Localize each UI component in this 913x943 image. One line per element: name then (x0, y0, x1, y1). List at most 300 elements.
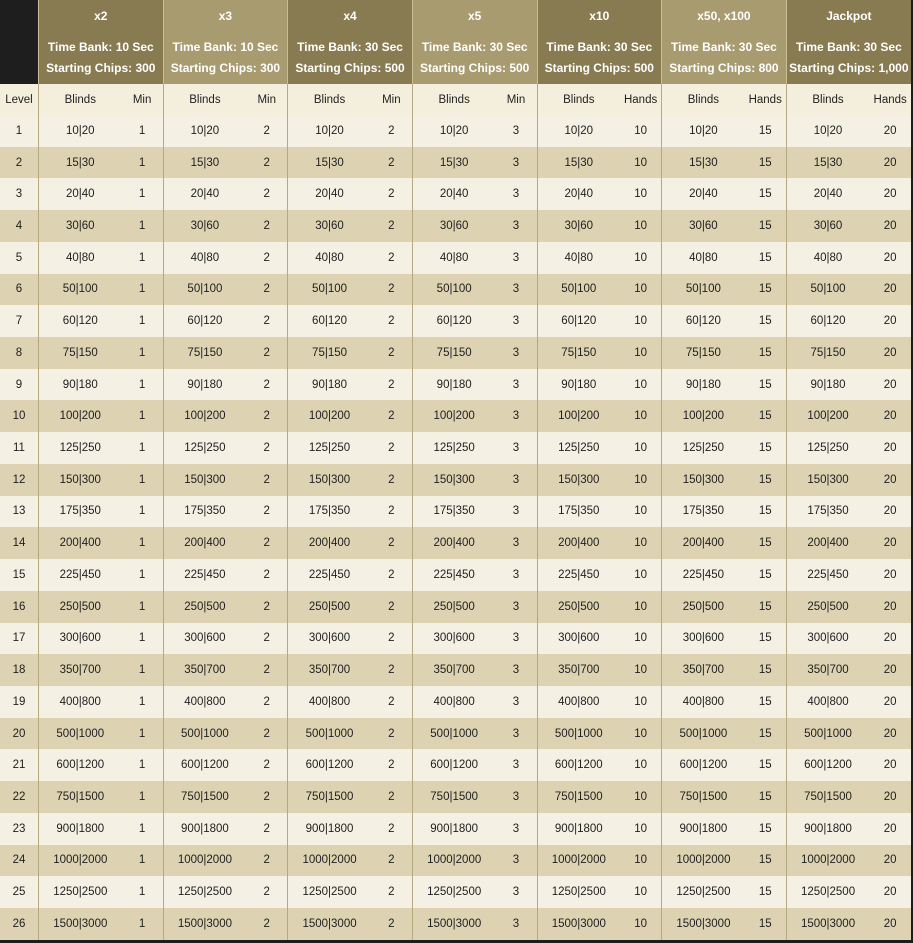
limit-cell: 10 (620, 210, 662, 242)
blinds-cell: 100|200 (786, 400, 869, 432)
level-cell: 9 (0, 369, 39, 401)
limit-cell: 10 (620, 876, 662, 908)
level-cell: 11 (0, 432, 39, 464)
blinds-cell: 600|1200 (288, 749, 371, 781)
blinds-cell: 1000|2000 (537, 845, 620, 877)
limit-header: Min (257, 93, 276, 106)
blinds-cell: 1250|2500 (288, 876, 371, 908)
limit-cell: 10 (620, 115, 662, 147)
limit-cell: 3 (495, 845, 537, 877)
limit-cell: 1 (122, 527, 164, 559)
limit-cell: 2 (246, 654, 288, 686)
blinds-cell: 750|1500 (786, 781, 869, 813)
limit-cell: 1 (122, 591, 164, 623)
limit-header: Min (132, 93, 152, 106)
limit-cell: 20 (869, 623, 911, 655)
table-row (0, 813, 911, 845)
table-row (0, 749, 911, 781)
blinds-cell: 20|40 (163, 178, 246, 210)
table-row (0, 464, 911, 496)
limit-cell: 15 (745, 242, 787, 274)
blinds-cell: 125|250 (288, 432, 371, 464)
blinds-cell: 225|450 (163, 559, 246, 591)
limit-cell: 20 (869, 242, 911, 274)
blinds-cell: 50|100 (39, 274, 122, 306)
time-bank-label: Time Bank: 10 Sec (47, 40, 154, 54)
blinds-cell: 250|500 (412, 591, 495, 623)
level-cell: 24 (0, 845, 39, 877)
blinds-cell: 10|20 (662, 115, 745, 147)
limit-cell: 15 (745, 464, 787, 496)
limit-cell: 1 (122, 718, 164, 750)
blinds-cell: 400|800 (537, 686, 620, 718)
blinds-cell: 250|500 (39, 591, 122, 623)
blinds-cell: 1500|3000 (662, 908, 745, 940)
group-settings-3 (412, 32, 537, 84)
blinds-cell: 75|150 (786, 337, 869, 369)
limit-header: Min (382, 93, 401, 106)
blinds-cell: 15|30 (786, 147, 869, 179)
limit-cell: 2 (246, 559, 288, 591)
limit-cell: 15 (745, 623, 787, 655)
limit-cell: 2 (371, 147, 413, 179)
blinds-cell: 350|700 (786, 654, 869, 686)
limit-cell: 3 (495, 210, 537, 242)
time-bank-label: Time Bank: 30 Sec (671, 40, 777, 54)
group-settings-5 (662, 32, 787, 84)
limit-cell: 2 (371, 115, 413, 147)
table-row (0, 242, 911, 274)
blinds-cell: 1500|3000 (537, 908, 620, 940)
limit-cell: 20 (869, 496, 911, 528)
limit-cell: 2 (246, 591, 288, 623)
limit-cell: 3 (495, 718, 537, 750)
column-header-row (0, 84, 911, 115)
blinds-cell: 500|1000 (537, 718, 620, 750)
starting-chips-label: Starting Chips: 1,000 (789, 61, 909, 75)
blinds-cell: 10|20 (163, 115, 246, 147)
blinds-cell: 60|120 (786, 305, 869, 337)
level-cell: 2 (0, 147, 39, 179)
group-settings-2 (288, 32, 413, 84)
blinds-cell: 20|40 (537, 178, 620, 210)
blinds-cell: 50|100 (163, 274, 246, 306)
blinds-cell: 150|300 (163, 464, 246, 496)
limit-cell: 2 (246, 718, 288, 750)
limit-cell: 2 (246, 813, 288, 845)
blinds-cell: 300|600 (39, 623, 122, 655)
blinds-cell: 15|30 (412, 147, 495, 179)
settings-header-row (0, 32, 911, 84)
limit-cell: 15 (745, 400, 787, 432)
level-cell: 8 (0, 337, 39, 369)
limit-cell: 10 (620, 400, 662, 432)
limit-cell: 2 (371, 781, 413, 813)
limit-cell: 2 (246, 369, 288, 401)
blinds-cell: 225|450 (537, 559, 620, 591)
limit-cell: 1 (122, 813, 164, 845)
blinds-cell: 900|1800 (163, 813, 246, 845)
blinds-cell: 1250|2500 (412, 876, 495, 908)
blinds-cell: 200|400 (163, 527, 246, 559)
limit-cell: 2 (371, 654, 413, 686)
blinds-cell: 15|30 (537, 147, 620, 179)
blinds-cell: 75|150 (163, 337, 246, 369)
limit-cell: 2 (371, 210, 413, 242)
blinds-cell: 90|180 (662, 369, 745, 401)
limit-cell: 1 (122, 147, 164, 179)
limit-cell: 2 (371, 432, 413, 464)
limit-header: Min (506, 93, 526, 106)
blinds-cell: 600|1200 (412, 749, 495, 781)
limit-cell: 3 (495, 496, 537, 528)
table-row (0, 623, 911, 655)
blinds-header: Blinds (662, 84, 745, 115)
blinds-cell: 100|200 (662, 400, 745, 432)
blinds-cell: 90|180 (786, 369, 869, 401)
group-header-4: x10 (537, 0, 662, 32)
group-header-3: x5 (412, 0, 537, 32)
blinds-cell: 250|500 (786, 591, 869, 623)
limit-cell: 10 (620, 337, 662, 369)
blinds-cell: 900|1800 (537, 813, 620, 845)
blinds-cell: 60|120 (662, 305, 745, 337)
blinds-cell: 125|250 (163, 432, 246, 464)
blinds-cell: 100|200 (39, 400, 122, 432)
limit-cell: 2 (246, 274, 288, 306)
level-cell: 10 (0, 400, 39, 432)
limit-cell: 15 (745, 718, 787, 750)
limit-cell: 15 (745, 781, 787, 813)
limit-cell: 2 (371, 813, 413, 845)
blinds-cell: 225|450 (288, 559, 371, 591)
limit-cell: 1 (122, 369, 164, 401)
limit-cell: 2 (371, 178, 413, 210)
limit-cell: 2 (371, 686, 413, 718)
limit-cell: 1 (122, 178, 164, 210)
level-cell: 22 (0, 781, 39, 813)
limit-cell: 2 (246, 686, 288, 718)
limit-cell: 20 (869, 337, 911, 369)
table-row (0, 686, 911, 718)
limit-cell: 3 (495, 464, 537, 496)
blinds-cell: 400|800 (39, 686, 122, 718)
blinds-cell: 90|180 (288, 369, 371, 401)
limit-cell: 10 (620, 813, 662, 845)
limit-cell: 1 (122, 337, 164, 369)
limit-cell: 15 (745, 845, 787, 877)
blinds-cell: 1250|2500 (163, 876, 246, 908)
blinds-cell: 200|400 (288, 527, 371, 559)
limit-cell: 2 (246, 115, 288, 147)
limit-cell: 2 (371, 464, 413, 496)
limit-cell: 15 (745, 813, 787, 845)
level-cell: 1 (0, 115, 39, 147)
blinds-cell: 900|1800 (786, 813, 869, 845)
level-cell: 14 (0, 527, 39, 559)
limit-cell: 2 (371, 559, 413, 591)
blinds-cell: 30|60 (786, 210, 869, 242)
level-cell: 5 (0, 242, 39, 274)
group-header-0: x2 (39, 0, 164, 32)
group-settings-0 (39, 32, 164, 84)
limit-cell: 10 (620, 686, 662, 718)
blinds-cell: 150|300 (537, 464, 620, 496)
level-cell: 18 (0, 654, 39, 686)
blinds-cell: 600|1200 (662, 749, 745, 781)
limit-cell: 15 (745, 496, 787, 528)
limit-header: Hands (748, 93, 782, 106)
limit-cell: 3 (495, 591, 537, 623)
level-cell: 21 (0, 749, 39, 781)
limit-cell: 20 (869, 686, 911, 718)
limit-cell: 10 (620, 432, 662, 464)
level-cell: 4 (0, 210, 39, 242)
limit-cell: 20 (869, 908, 911, 940)
limit-cell: 2 (371, 749, 413, 781)
limit-cell: 20 (869, 876, 911, 908)
blinds-cell: 500|1000 (786, 718, 869, 750)
starting-chips-label: Starting Chips: 800 (669, 61, 779, 75)
blinds-cell: 350|700 (163, 654, 246, 686)
limit-cell: 10 (620, 527, 662, 559)
table-row (0, 369, 911, 401)
starting-chips-label: Starting Chips: 300 (46, 61, 156, 75)
blinds-cell: 125|250 (537, 432, 620, 464)
blinds-cell: 90|180 (163, 369, 246, 401)
blinds-header: Blinds (39, 84, 122, 115)
limit-cell: 10 (620, 908, 662, 940)
limit-cell: 20 (869, 749, 911, 781)
limit-cell: 10 (620, 781, 662, 813)
blinds-header: Blinds (288, 84, 371, 115)
blinds-cell: 1250|2500 (662, 876, 745, 908)
level-cell: 26 (0, 908, 39, 940)
limit-cell: 3 (495, 781, 537, 813)
limit-cell: 10 (620, 749, 662, 781)
limit-cell: 20 (869, 845, 911, 877)
blinds-cell: 750|1500 (662, 781, 745, 813)
limit-cell: 2 (371, 305, 413, 337)
limit-cell: 2 (371, 242, 413, 274)
limit-cell: 2 (246, 749, 288, 781)
blinds-cell: 15|30 (163, 147, 246, 179)
blinds-cell: 10|20 (412, 115, 495, 147)
limit-cell: 20 (869, 178, 911, 210)
blinds-cell: 50|100 (662, 274, 745, 306)
limit-cell: 2 (246, 432, 288, 464)
table-row (0, 527, 911, 559)
limit-cell: 1 (122, 559, 164, 591)
level-cell: 20 (0, 718, 39, 750)
limit-cell: 15 (745, 591, 787, 623)
level-cell: 19 (0, 686, 39, 718)
group-header-2: x4 (288, 0, 413, 32)
limit-cell: 2 (371, 496, 413, 528)
blinds-cell: 150|300 (288, 464, 371, 496)
blinds-cell: 30|60 (412, 210, 495, 242)
blinds-cell: 1250|2500 (786, 876, 869, 908)
blinds-cell: 125|250 (662, 432, 745, 464)
limit-cell: 10 (620, 464, 662, 496)
limit-header: Hands (873, 93, 907, 106)
blinds-cell: 10|20 (288, 115, 371, 147)
limit-cell: 1 (122, 274, 164, 306)
limit-cell: 2 (246, 781, 288, 813)
blinds-cell: 350|700 (412, 654, 495, 686)
limit-cell: 3 (495, 337, 537, 369)
limit-cell: 1 (122, 908, 164, 940)
table-row (0, 210, 911, 242)
blinds-cell: 600|1200 (163, 749, 246, 781)
limit-cell: 3 (495, 242, 537, 274)
limit-cell: 20 (869, 274, 911, 306)
blinds-cell: 30|60 (537, 210, 620, 242)
blinds-header: Blinds (786, 84, 869, 115)
blinds-cell: 40|80 (163, 242, 246, 274)
table-row (0, 559, 911, 591)
limit-cell: 3 (495, 369, 537, 401)
limit-cell: 1 (122, 749, 164, 781)
limit-cell: 2 (246, 527, 288, 559)
limit-cell: 1 (122, 210, 164, 242)
blinds-cell: 10|20 (786, 115, 869, 147)
blinds-cell: 100|200 (537, 400, 620, 432)
blinds-cell: 40|80 (662, 242, 745, 274)
limit-cell: 3 (495, 274, 537, 306)
blinds-cell: 750|1500 (537, 781, 620, 813)
limit-cell: 15 (745, 337, 787, 369)
blinds-cell: 500|1000 (163, 718, 246, 750)
blinds-cell: 175|350 (537, 496, 620, 528)
limit-cell: 3 (495, 908, 537, 940)
level-cell: 12 (0, 464, 39, 496)
blinds-cell: 600|1200 (537, 749, 620, 781)
time-bank-label: Time Bank: 30 Sec (795, 40, 902, 54)
blinds-header: Blinds (537, 84, 620, 115)
blinds-cell: 350|700 (537, 654, 620, 686)
limit-cell: 2 (246, 305, 288, 337)
blinds-cell: 500|1000 (412, 718, 495, 750)
blinds-cell: 300|600 (412, 623, 495, 655)
blinds-cell: 90|180 (412, 369, 495, 401)
blinds-cell: 60|120 (537, 305, 620, 337)
blinds-cell: 75|150 (537, 337, 620, 369)
limit-cell: 15 (745, 654, 787, 686)
limit-cell: 15 (745, 908, 787, 940)
blinds-cell: 175|350 (288, 496, 371, 528)
blinds-cell: 350|700 (39, 654, 122, 686)
blinds-cell: 60|120 (412, 305, 495, 337)
blinds-header: Blinds (163, 84, 246, 115)
limit-cell: 10 (620, 591, 662, 623)
limit-cell: 2 (371, 591, 413, 623)
table-row (0, 654, 911, 686)
blinds-cell: 125|250 (786, 432, 869, 464)
limit-cell: 10 (620, 305, 662, 337)
limit-cell: 15 (745, 147, 787, 179)
blinds-cell: 300|600 (288, 623, 371, 655)
limit-cell: 3 (495, 876, 537, 908)
blinds-cell: 300|600 (163, 623, 246, 655)
level-cell: 15 (0, 559, 39, 591)
blinds-cell: 30|60 (39, 210, 122, 242)
blinds-cell: 1500|3000 (412, 908, 495, 940)
blinds-cell: 125|250 (39, 432, 122, 464)
limit-cell: 20 (869, 718, 911, 750)
limit-cell: 20 (869, 591, 911, 623)
blinds-cell: 600|1200 (39, 749, 122, 781)
blinds-cell: 20|40 (662, 178, 745, 210)
limit-cell: 2 (246, 464, 288, 496)
blinds-cell: 10|20 (537, 115, 620, 147)
limit-cell: 15 (745, 115, 787, 147)
blinds-cell: 15|30 (288, 147, 371, 179)
limit-cell: 1 (122, 781, 164, 813)
blinds-cell: 125|250 (412, 432, 495, 464)
limit-cell: 20 (869, 115, 911, 147)
blinds-cell: 60|120 (163, 305, 246, 337)
limit-cell: 20 (869, 400, 911, 432)
blinds-cell: 40|80 (786, 242, 869, 274)
blinds-cell: 75|150 (662, 337, 745, 369)
limit-cell: 3 (495, 686, 537, 718)
blinds-cell: 75|150 (412, 337, 495, 369)
limit-cell: 2 (371, 718, 413, 750)
level-cell: 25 (0, 876, 39, 908)
starting-chips-label: Starting Chips: 300 (170, 61, 281, 75)
blinds-cell: 1000|2000 (412, 845, 495, 877)
blinds-cell: 20|40 (39, 178, 122, 210)
blinds-cell: 75|150 (288, 337, 371, 369)
level-cell: 3 (0, 178, 39, 210)
limit-cell: 20 (869, 305, 911, 337)
limit-cell: 3 (495, 305, 537, 337)
blinds-cell: 750|1500 (412, 781, 495, 813)
limit-cell: 3 (495, 559, 537, 591)
blinds-cell: 150|300 (786, 464, 869, 496)
level-cell: 13 (0, 496, 39, 528)
limit-cell: 1 (122, 845, 164, 877)
blinds-cell: 40|80 (537, 242, 620, 274)
blinds-cell: 175|350 (39, 496, 122, 528)
table-row (0, 718, 911, 750)
blinds-cell: 300|600 (786, 623, 869, 655)
blinds-cell: 100|200 (412, 400, 495, 432)
limit-cell: 10 (620, 178, 662, 210)
blinds-cell: 90|180 (537, 369, 620, 401)
blinds-cell: 150|300 (662, 464, 745, 496)
limit-cell: 1 (122, 242, 164, 274)
blinds-cell: 200|400 (662, 527, 745, 559)
table-row (0, 115, 911, 147)
blinds-header: Blinds (412, 84, 495, 115)
limit-cell: 1 (122, 432, 164, 464)
blinds-cell: 300|600 (537, 623, 620, 655)
blinds-cell: 175|350 (412, 496, 495, 528)
limit-header: Hands (623, 93, 658, 106)
blinds-cell: 20|40 (288, 178, 371, 210)
group-settings-1 (163, 32, 288, 84)
limit-cell: 15 (745, 210, 787, 242)
limit-cell: 3 (495, 178, 537, 210)
corner-cell (0, 0, 39, 84)
limit-cell: 20 (869, 527, 911, 559)
blinds-cell: 900|1800 (662, 813, 745, 845)
blinds-cell: 750|1500 (288, 781, 371, 813)
table-row (0, 876, 911, 908)
limit-cell: 20 (869, 559, 911, 591)
